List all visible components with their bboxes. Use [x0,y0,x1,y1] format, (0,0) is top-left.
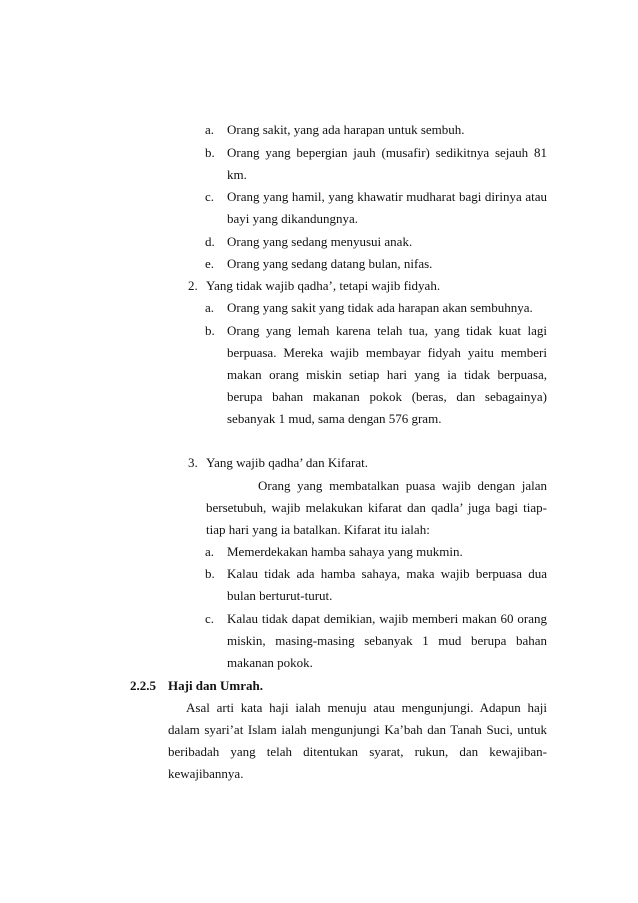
list-item-text: makan orang miskin setiap hari yang ia tidak berpuasa, [227,367,547,382]
list-item-text: miskin, masing-masing sebanyak 1 mud berupa bahan [227,633,547,648]
list-marker: c. [205,189,215,204]
paragraph-line: Orang yang membatalkan puasa wajib dengan jalan [258,478,547,493]
list-marker: b. [205,566,215,581]
list-item-text: Orang yang lemah karena telah tua, yang tidak kuat lagi [227,323,547,338]
list-item-text: Orang yang hamil, yang khawatir mudharat bagi dirinya atau [227,189,547,204]
list-marker: b. [205,323,215,338]
paragraph-line: Asal arti kata haji ialah menuju atau mengunjungi. Adapun haji [186,700,547,715]
list-item-text: Orang sakit, yang ada harapan untuk sembuh. [227,122,465,137]
paragraph-line: bersetubuh, wajib melakukan kifarat dan qadla’ juga bagi tiap- [206,500,547,515]
list-marker: d. [205,234,215,249]
list-item-text: Kalau tidak ada hamba sahaya, maka wajib berpuasa dua [227,566,547,581]
list-marker: c. [205,611,215,626]
list-marker: 2. [188,278,198,293]
list-marker: b. [205,145,215,160]
list-item-title: Yang tidak wajib qadha’, tetapi wajib fidyah. [206,278,441,293]
section-number: 2.2.5 [130,678,156,693]
list-item-text: berupa bahan makanan pokok (beras, dan sebagainya) [227,389,547,404]
list-item-text: Orang yang bepergian jauh (musafir) sedikitnya sejauh 81 [227,145,547,160]
paragraph-line: dalam syari’at Islam ialah mengunjungi Ka’bah dan Tanah Suci, untuk [168,722,547,737]
list-item-text: sebanyak 1 mud, sama dengan 576 gram. [227,411,442,426]
list-marker: a. [205,300,215,315]
list-item-title: Yang wajib qadha’ dan Kifarat. [206,455,368,470]
list-item-text: bayi yang dikandungnya. [227,211,359,226]
list-item-text: Memerdekakan hamba sahaya yang mukmin. [227,544,463,559]
list-marker: e. [205,256,215,271]
paragraph-line: beribadah yang telah ditentukan syarat, rukun, dan kewajiban- [168,744,547,759]
list-item-text: Kalau tidak dapat demikian, wajib memberi makan 60 orang [227,611,547,626]
list-marker: a. [205,122,215,137]
list-item-text: makanan pokok. [227,655,313,670]
list-item-text: Orang yang sakit yang tidak ada harapan akan sembuhnya. [227,300,533,315]
list-item-text: Orang yang sedang menyusui anak. [227,234,413,249]
list-item-text: berpuasa. Mereka wajib membayar fidyah yaitu memberi [227,345,547,360]
list-item-text: bulan berturut-turut. [227,588,333,603]
list-marker: 3. [188,455,198,470]
paragraph-line: tiap hari yang ia batalkan. Kifarat itu ialah: [206,522,430,537]
list-item-text: km. [227,167,247,182]
list-item-text: Orang yang sedang datang bulan, nifas. [227,256,433,271]
section-title: Haji dan Umrah. [168,678,263,693]
paragraph-line: kewajibannya. [168,766,244,781]
list-marker: a. [205,544,215,559]
